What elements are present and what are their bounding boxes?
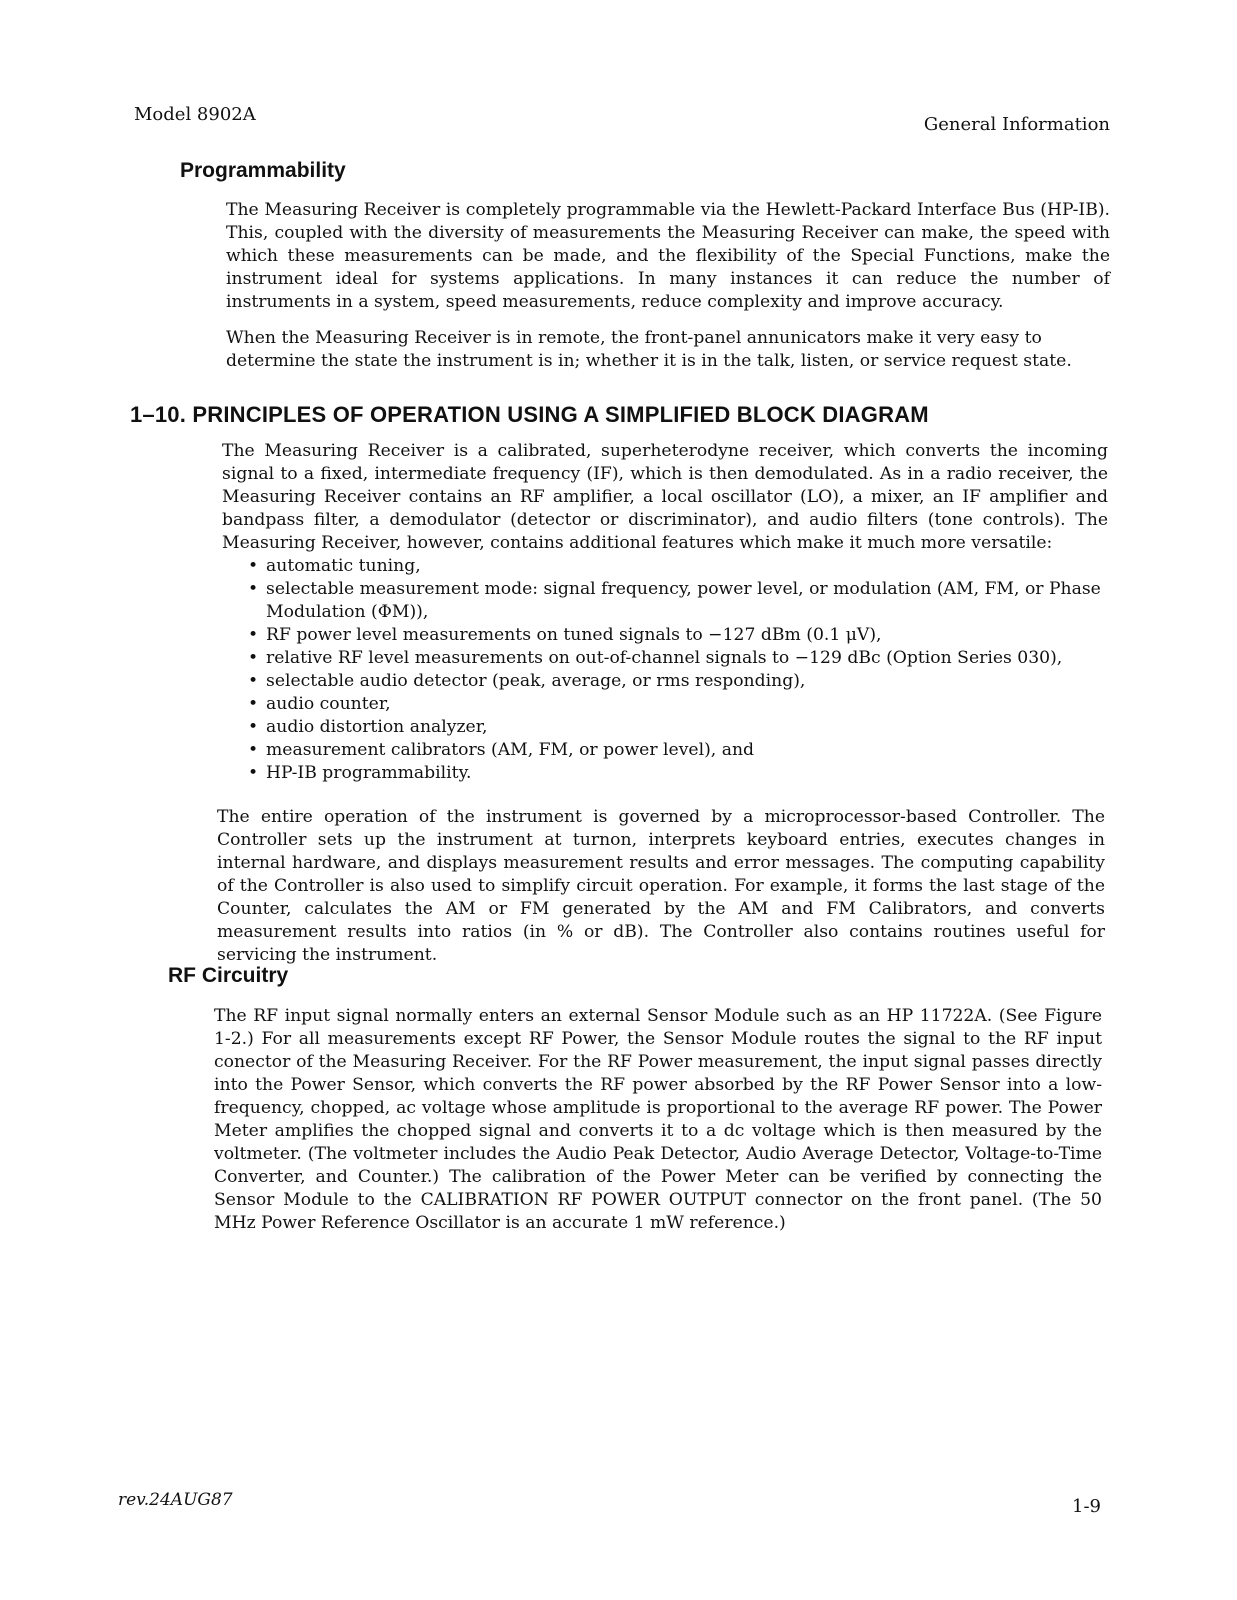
heading-rf-circuitry: RF Circuitry xyxy=(168,964,289,987)
bullet-icon: • xyxy=(248,579,259,599)
bullet-icon: • xyxy=(248,648,259,668)
bullet-icon: • xyxy=(248,556,259,576)
list-item: • HP-IB programmability. xyxy=(248,763,472,783)
rf-circuitry-paragraph: The RF input signal normally enters an external Sensor Module such as an HP 11722A. (See Figure 1-2.) For all measurements except RF Power, the Sensor Module routes the signal to the RF input conector of the Measuring Receiver. For the RF Power measurement, the input signal passes directly into the Power Sensor, which converts the RF power absorbed by the RF Power Sensor into a low-frequency, chopped, ac voltage whose amplitude is proportional to the average RF power. The Power Meter amplifies the chopped signal and converts it to a dc voltage which is then measured by the voltmeter. (The voltmeter includes the Audio Peak Detector, Audio Average Detector, Voltage-to-Time Converter, and Counter.) The calibration of the Power Meter can be verified by connecting the Sensor Module to the CALIBRATION RF POWER OUTPUT connector on the front panel. (The 50 MHz Power Reference Oscillator is an accurate 1 mW reference.) xyxy=(214,1006,1102,1233)
header-section-title: General Information xyxy=(923,114,1110,135)
list-item: • RF power level measurements on tuned signals to −127 dBm (0.1 μV), xyxy=(248,625,882,645)
features-list xyxy=(246,555,1112,785)
list-item: • selectable audio detector (peak, average, or rms responding), xyxy=(248,671,806,691)
list-item: • selectable measurement mode: signal frequency, power level, or modulation (AM, FM, or Phase Modulation (ΦM)), xyxy=(248,579,1101,622)
list-item: • relative RF level measurements on out-of-channel signals to −129 dBc (Option Series 030), xyxy=(248,648,1063,668)
bullet-icon: • xyxy=(248,694,259,714)
programmability-paragraph-2: When the Measuring Receiver is in remote, the front-panel annunicators make it very easy to determine the state the instrument is in; whether it is in the talk, listen, or service request state. xyxy=(226,328,1072,371)
heading-programmability: Programmability xyxy=(180,159,346,182)
bullet-icon: • xyxy=(248,625,259,645)
principles-intro-paragraph: The Measuring Receiver is a calibrated, superheterodyne receiver, which converts the incoming signal to a fixed, intermediate frequency (IF), which is then demodulated. As in a radio receiver, the Measuring Receiver contains an RF amplifier, a local oscillator (LO), a mixer, an IF amplifier and bandpass filter, a demodulator (detector or discriminator), and audio filters (tone controls). The Measuring Receiver, however, contains additional features which make it much more versatile: xyxy=(222,441,1108,553)
controller-paragraph: The entire operation of the instrument is governed by a microprocessor-based Controller. The Controller sets up the instrument at turnon, interprets keyboard entries, executes changes in internal hardware, and displays measurement results and error messages. The computing capability of the Controller is also used to simplify circuit operation. For example, it forms the last stage of the Counter, calculates the AM or FM generated by the AM and FM Calibrators, and converts measurement results into ratios (in % or dB). The Controller also contains routines useful for servicing the instrument. xyxy=(217,807,1105,965)
list-item: • measurement calibrators (AM, FM, or power level), and xyxy=(248,740,755,760)
list-item: • audio counter, xyxy=(248,694,391,714)
bullet-icon: • xyxy=(248,740,259,760)
heading-principles-of-operation: 1–10. PRINCIPLES OF OPERATION USING A SIMPLIFIED BLOCK DIAGRAM xyxy=(130,402,929,427)
bullet-icon: • xyxy=(248,717,259,737)
page-number: 1-9 xyxy=(1072,1496,1101,1517)
header-model: Model 8902A xyxy=(134,104,256,125)
list-item: • automatic tuning, xyxy=(248,556,421,576)
list-item: • audio distortion analyzer, xyxy=(248,717,488,737)
bullet-icon: • xyxy=(248,763,259,783)
bullet-icon: • xyxy=(248,671,259,691)
revision-date: rev.24AUG87 xyxy=(118,1490,233,1510)
programmability-paragraph-1: The Measuring Receiver is completely programmable via the Hewlett-Packard Interface Bus (HP-IB). This, coupled with the diversity of measurements the Measuring Receiver can make, the speed with which these measurements can be made, and the flexibility of the Special Functions, make the instrument ideal for systems applications. In many instances it can reduce the number of instruments in a system, speed measurements, reduce complexity and improve accuracy. xyxy=(226,200,1110,312)
